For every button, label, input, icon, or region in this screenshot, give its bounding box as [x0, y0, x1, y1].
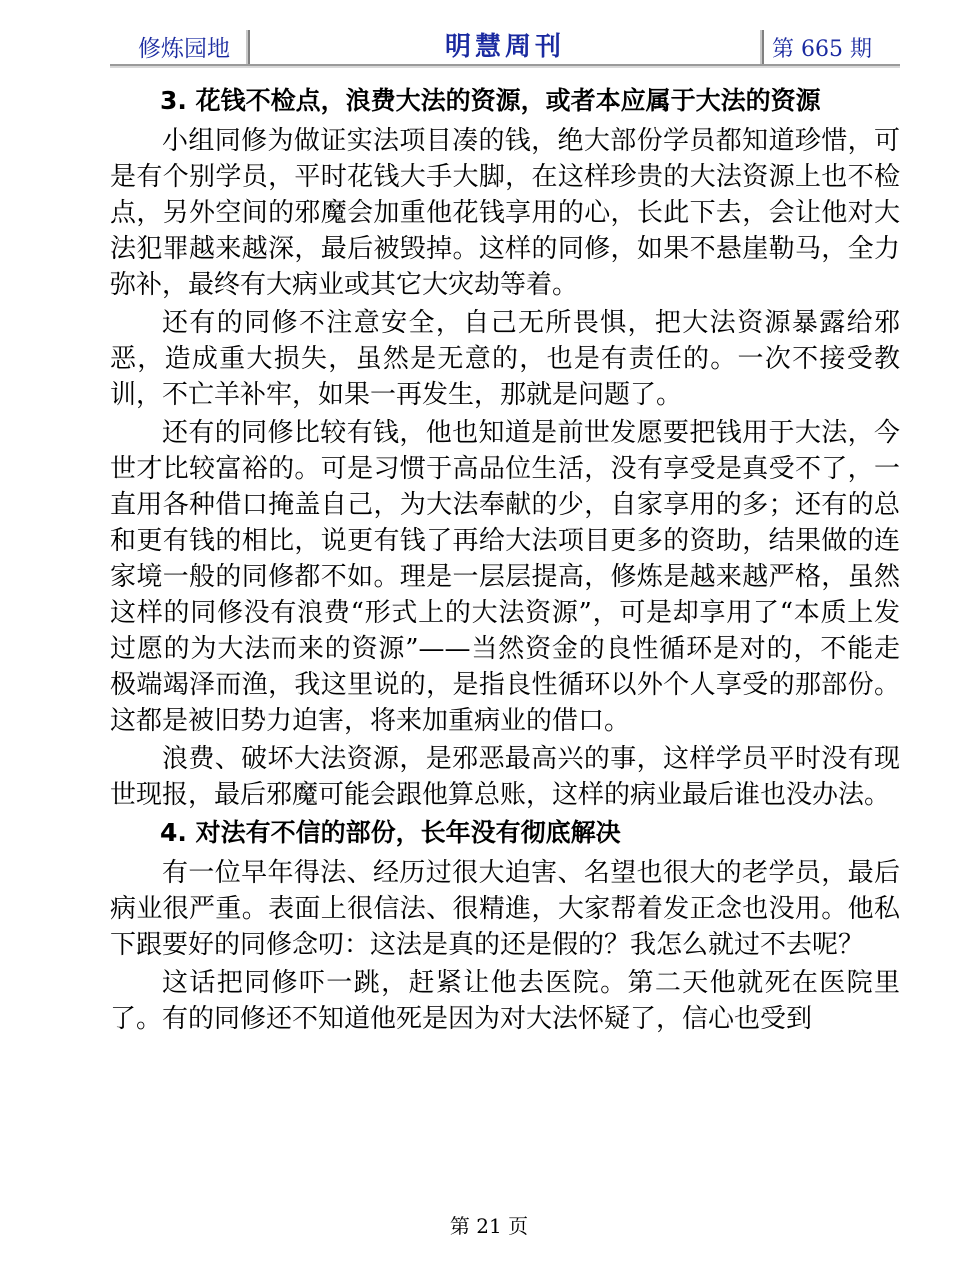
section-name: 修炼园地 [138, 36, 230, 62]
paragraph: 还有的同修比较有钱，他也知道是前世发愿要把钱用于大法，今世才比较富裕的。可是习惯于高品位生活，没有享受是真受不了，一直用各种借口掩盖自己，为大法奉献的少，自家享用的多；还有的总和更有钱的相比，说更有钱了再给大法项目更多的资助，结果做的连家境一般的同修都不如。理是一层层提高，修炼是越来越严格，虽然这样的同修没有浪费“形式上的大法资源”，可是却享用了“本质上发过愿的为大法而来的资源”——当然资金的良性循环是对的，不能走极端竭泽而渔，我这里说的，是指良性循环以外个人享受的那部份。这都是被旧势力迫害，将来加重病业的借口。 [110, 418, 900, 736]
paragraph: 小组同修为做证实法项目凑的钱，绝大部份学员都知道珍惜，可是有个别学员，平时花钱大手大脚，在这样珍贵的大法资源上也不检点，另外空间的邪魔会加重他花钱享用的心，长此下去，会让他对大法犯罪越来越深，最后被毁掉。这样的同修，如果不悬崖勒马，全力弥补，最终有大病业或其它大灾劫等着。 [110, 126, 900, 300]
page-number: 第 21 页 [449, 1214, 529, 1238]
issue-number: 第 665 期 [772, 37, 872, 62]
paragraph: 浪费、破坏大法资源，是邪恶最高兴的事，这样学员平时没有现世现报，最后邪魔可能会跟他算总账，这样的病业最后谁也没办法。 [110, 744, 900, 810]
article-body [110, 83, 900, 1039]
paragraph: 有一位早年得法、经历过很大迫害、名望也很大的老学员，最后病业很严重。表面上很信法、很精進，大家帮着发正念也没用。他私下跟要好的同修念叨：这法是真的还是假的？我怎么就过不去呢？ [110, 858, 900, 960]
page-header [110, 26, 900, 66]
publication-title: 明慧周刊 [444, 32, 565, 62]
section-heading-4: 4. 对法有不信的部份，长年没有彻底解决 [160, 818, 621, 847]
header-divider-right [760, 30, 764, 64]
paragraph: 这话把同修吓一跳，赶紧让他去医院。第二天他就死在医院里了。有的同修还不知道他死是因为对大法怀疑了，信心也受到 [110, 968, 900, 1034]
header-rule [110, 64, 900, 68]
paragraph: 还有的同修不注意安全，自己无所畏惧，把大法资源暴露给邪恶，造成重大损失，虽然是无意的，也是有责任的。一次不接受教训，不亡羊补牢，如果一再发生，那就是问题了。 [110, 308, 900, 410]
section-heading-3: 3. 花钱不检点，浪费大法的资源，或者本应属于大法的资源 [160, 86, 821, 115]
